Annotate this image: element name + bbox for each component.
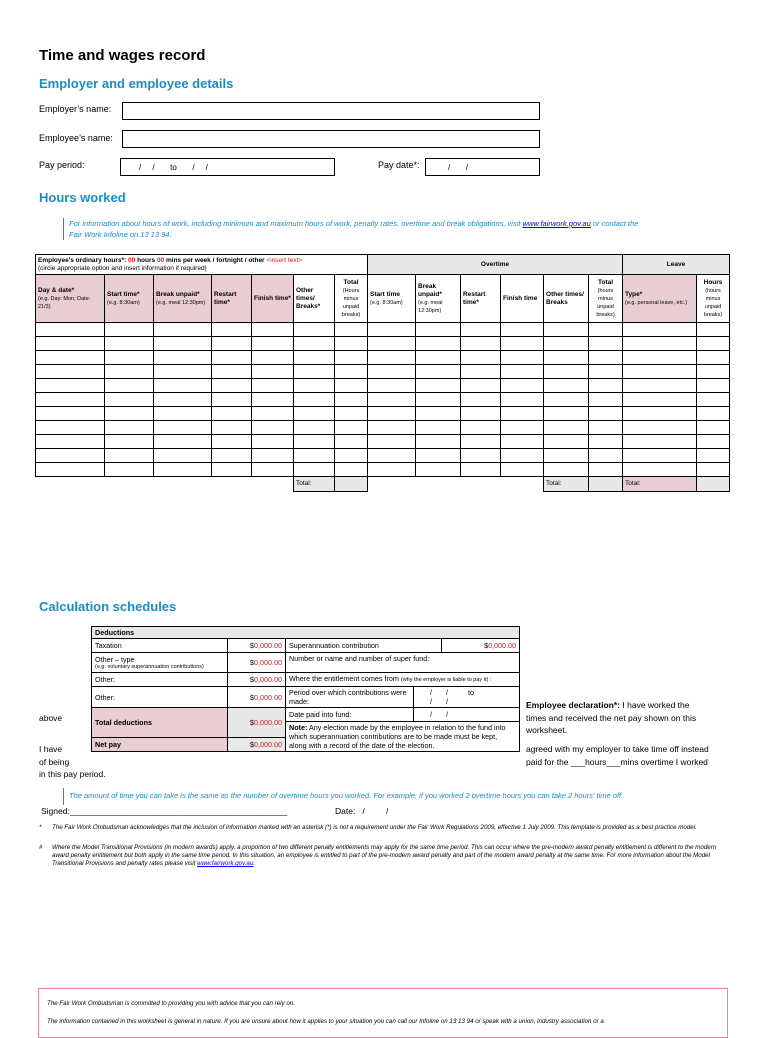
section-heading-details: Employer and employee details [39,76,234,91]
hours-cell[interactable] [335,407,368,421]
hours-cell[interactable] [623,351,697,365]
total-label-ordinary: Total: [294,477,335,492]
hours-cell[interactable] [335,393,368,407]
hours-cell[interactable] [154,323,212,337]
pay-period-field[interactable] [120,158,335,176]
other2-label: Other: [92,687,228,708]
hours-cell[interactable] [416,351,461,365]
hours-cell[interactable] [335,337,368,351]
hours-cell[interactable] [36,379,105,393]
net-pay-amount[interactable]: $0,000.00 [228,738,286,752]
ordinary-hours-header: Employee's ordinary hours*: 00 hours 00 mins per week / fortnight / other <insert text> (circle appropriate option and insert information if required) [36,255,368,275]
page-title: Time and wages record [39,47,206,64]
hours-cell[interactable] [105,463,154,477]
fairwork-link[interactable]: www.fairwork.gov.au [522,219,591,228]
contribution-period-label: Period over which contributions were made: [286,687,414,708]
hours-cell[interactable] [697,393,730,407]
hours-cell[interactable] [335,351,368,365]
hours-cell[interactable] [105,449,154,463]
other1-amount[interactable]: $0,000.00 [228,673,286,687]
col-break-unpaid: Break unpaid* (e.g. meal 12:30pm) [154,275,212,323]
col-ot-other: Other times/ Breaks [544,275,589,323]
hours-cell[interactable] [294,393,335,407]
hours-cell[interactable] [154,351,212,365]
info-text-line2: Fair Work Infoline on 13 13 94. [69,230,172,239]
hours-cell[interactable] [335,379,368,393]
hours-cell[interactable] [252,435,294,449]
hours-cell[interactable] [501,365,544,379]
leave-header: Leave [623,255,730,275]
hours-cell[interactable] [154,337,212,351]
hours-cell[interactable] [252,351,294,365]
hours-worked-table [35,254,730,492]
hours-cell[interactable] [368,365,416,379]
col-finish-time: Finish time* [252,275,294,323]
hours-cell[interactable] [368,323,416,337]
hours-cell[interactable] [368,463,416,477]
hours-cell[interactable] [623,393,697,407]
hours-cell[interactable] [105,421,154,435]
employee-declaration: Employee declaration*: I have worked the times and received the net pay shown on this worksheet. [526,700,697,735]
hours-cell[interactable] [294,337,335,351]
hours-cell[interactable] [212,421,252,435]
taxation-amount[interactable]: $0,000.00 [228,639,286,653]
hours-cell[interactable] [697,365,730,379]
hours-cell[interactable] [501,407,544,421]
hours-cell[interactable] [212,449,252,463]
hours-cell[interactable] [368,393,416,407]
hours-cell[interactable] [36,365,105,379]
hours-cell[interactable] [544,407,589,421]
hours-cell[interactable] [252,421,294,435]
super-label: Superannuation contribution [286,639,442,653]
hours-cell[interactable] [252,407,294,421]
table-row [36,323,730,337]
hours-cell[interactable] [697,435,730,449]
col-restart-time: Restart time* [212,275,252,323]
time-off-info-note: The amount of time you can take is the same as the number of overtime hours you worked. For example, if you worked 2 overtime hours you can take 2 hours' time off. [63,788,729,805]
hours-cell[interactable] [105,435,154,449]
hours-cell[interactable] [212,379,252,393]
col-ot-restart: Restart time* [461,275,501,323]
hours-cell[interactable] [589,407,623,421]
hours-cell[interactable] [105,323,154,337]
hours-cell[interactable] [335,463,368,477]
hours-cell[interactable] [154,449,212,463]
hours-cell[interactable] [623,323,697,337]
hours-cell[interactable] [544,365,589,379]
super-amount[interactable]: $0,000.00 [442,639,520,653]
col-total: Total (Hours minus unpaid breaks) [335,275,368,323]
declaration-ofbeing: of being [39,757,70,767]
hours-cell[interactable] [36,337,105,351]
hours-cell[interactable] [501,337,544,351]
taxation-label: Taxation [92,639,228,653]
hours-cell[interactable] [501,379,544,393]
hours-cell[interactable] [461,393,501,407]
col-start-time: Start time* (e.g. 8:30am) [105,275,154,323]
info-text: For information about hours of work, including minimum and maximum hours of work, penalty rates, overtime and break obligations, visit [69,219,523,228]
declaration-ihave: I have [39,744,63,754]
employee-name-label: Employee’s name: [39,133,113,143]
hours-cell[interactable] [368,379,416,393]
hours-cell[interactable] [461,463,501,477]
hours-cell[interactable] [212,351,252,365]
hours-cell[interactable] [589,421,623,435]
hours-cell[interactable] [335,449,368,463]
hours-cell[interactable] [294,449,335,463]
hours-cell[interactable] [697,337,730,351]
hours-cell[interactable] [416,323,461,337]
hours-cell[interactable] [501,351,544,365]
hours-cell[interactable] [36,393,105,407]
net-pay-label: Net pay [92,738,228,752]
hours-cell[interactable] [697,407,730,421]
footnote-asterisk: The Fair Work Ombudsman acknowledges that the inclusion of information marked with an asterisk (*) is not a requirement under the Fair Work Regulations 2009, effective 1 July 2009. This template is provided as a best practice model. [52,824,697,831]
col-leave-hours: Hours (hours minus unpaid breaks) [697,275,730,323]
hours-cell[interactable] [294,435,335,449]
hours-cell[interactable] [589,365,623,379]
hours-cell[interactable] [252,449,294,463]
total-overtime-field[interactable] [589,477,623,492]
hours-cell[interactable] [461,365,501,379]
hours-cell[interactable] [461,407,501,421]
hours-cell[interactable] [623,337,697,351]
hours-cell[interactable] [368,351,416,365]
other1-label: Other: [92,673,228,687]
total-label-leave: Total: [623,477,697,492]
fairwork-link-footnote[interactable]: www.fairwork.gov.au [197,860,254,867]
hours-cell[interactable] [461,435,501,449]
hours-cell[interactable] [416,463,461,477]
section-heading-calculation: Calculation schedules [39,599,177,614]
hours-cell[interactable] [212,365,252,379]
declaration-overtime-text: agreed with my employer to take time off instead paid for the ___hours___mins overtime I worked [526,744,709,767]
hours-cell[interactable] [105,407,154,421]
hours-cell[interactable] [154,463,212,477]
pay-period-value: / / to / / [139,163,208,172]
table-row [36,379,730,393]
hours-cell[interactable] [252,365,294,379]
hours-info-note [63,218,719,240]
hours-cell[interactable] [501,435,544,449]
hours-cell[interactable] [461,449,501,463]
hours-cell[interactable] [36,407,105,421]
table-row [36,463,730,477]
hours-cell[interactable] [212,337,252,351]
hours-cell[interactable] [212,393,252,407]
hours-cell[interactable] [501,463,544,477]
total-label-overtime: Total: [544,477,589,492]
disclaimer-box [38,988,728,1038]
employer-name-label: Employer’s name: [39,104,112,114]
hours-cell[interactable] [212,323,252,337]
pay-period-label: Pay period: [39,160,85,170]
hours-cell[interactable] [294,365,335,379]
hours-cell[interactable] [154,379,212,393]
hours-cell[interactable] [544,379,589,393]
table-row [36,407,730,421]
hours-cell[interactable] [501,421,544,435]
hours-cell[interactable] [212,407,252,421]
hours-cell[interactable] [544,449,589,463]
hours-cell[interactable] [368,407,416,421]
hours-cell[interactable] [368,449,416,463]
col-day-date: Day & date* (e.g. Day: Mon; Date: 21/3) [36,275,105,323]
footnote-hash: Where the Model Transitional Provisions (in modern awards) apply, a proportion of two different penalty entitlements may apply for the same time period. This can occur where the pre-modern award penalty entitlement is different to the modern award penalty entitlement but both apply in the same time period. In this situation, an employee is entitled to part of the pre-modern award penalty and part of the modern award penalty at the same time. For more information about the Model Transitional Provisions and penalty rates please visit www.fairwork.gov.au. [52,844,717,867]
total-leave-field[interactable] [697,477,730,492]
hours-cell[interactable] [589,463,623,477]
hours-cell[interactable] [252,393,294,407]
table-row [36,449,730,463]
hours-cell[interactable] [36,323,105,337]
super-election-note: Note: Any election made by the employee in relation to the fund into which superannuation contributions are to be made must be kept, along with a record of the date of the election. [286,722,520,752]
hours-cell[interactable] [368,435,416,449]
hours-cell[interactable] [212,463,252,477]
hours-cell[interactable] [105,365,154,379]
table-row [36,337,730,351]
section-heading-hours: Hours worked [39,190,126,205]
footnote-hash-mark: # [39,844,43,851]
hours-cell[interactable] [36,421,105,435]
hours-cell[interactable] [294,463,335,477]
hours-cell[interactable] [212,435,252,449]
table-row [36,351,730,365]
hours-cell[interactable] [589,449,623,463]
table-row [36,435,730,449]
declaration-inpay: in this pay period. [39,769,106,779]
other-type-amount[interactable]: $0,000.00 [228,653,286,673]
hours-cell[interactable] [461,421,501,435]
hours-cell[interactable] [294,407,335,421]
hours-cell[interactable] [697,379,730,393]
hours-cell[interactable] [36,351,105,365]
hours-cell[interactable] [416,449,461,463]
employer-name-field[interactable] [122,102,540,120]
hours-cell[interactable] [544,421,589,435]
hours-cell[interactable] [154,435,212,449]
hours-cell[interactable] [623,421,697,435]
hours-cell[interactable] [697,449,730,463]
hours-cell[interactable] [697,463,730,477]
hours-cell[interactable] [697,421,730,435]
pay-date-field[interactable] [425,158,540,176]
date-paid-label: Date paid into fund: [286,708,414,722]
hours-cell[interactable] [501,393,544,407]
hours-cell[interactable] [294,421,335,435]
hours-cell[interactable] [252,323,294,337]
hours-cell[interactable] [36,435,105,449]
col-other-breaks: Other times/ Breaks* [294,275,335,323]
col-ot-finish: Finish time [501,275,544,323]
hours-cell[interactable] [623,365,697,379]
table-row [36,421,730,435]
employee-name-field[interactable] [122,130,540,148]
hours-cell[interactable] [501,449,544,463]
signature-line[interactable]: Signed:______________________________________________ [41,806,288,816]
hours-cell[interactable] [544,435,589,449]
hours-cell[interactable] [368,421,416,435]
disclaimer-line2: The information contained in this worksheet is general in nature. If you are unsure about how it applies to your situation you can call our Infoline on 13 13 94 or speak with a union, industry association or a [47,1018,604,1025]
hours-cell[interactable] [335,421,368,435]
hours-cell[interactable] [623,435,697,449]
hours-cell[interactable] [544,323,589,337]
deductions-table [91,626,520,752]
hours-cell[interactable] [544,337,589,351]
hours-cell[interactable] [416,407,461,421]
hours-cell[interactable] [36,463,105,477]
hours-cell[interactable] [589,435,623,449]
hours-cell[interactable] [154,365,212,379]
hours-cell[interactable] [294,379,335,393]
declaration-above: above [39,713,63,723]
table-row [36,365,730,379]
col-ot-break: Break unpaid* (e.g. meal 12:30pm) [416,275,461,323]
hours-cell[interactable] [461,379,501,393]
hours-cell[interactable] [335,365,368,379]
info-text-end: or contact the [590,219,639,228]
hours-cell[interactable] [416,421,461,435]
hours-cell[interactable] [335,323,368,337]
hours-cell[interactable] [335,435,368,449]
contribution-period-field[interactable]: / / to / / [414,687,520,708]
signature-date[interactable]: Date: / / [335,806,389,816]
hours-cell[interactable] [623,407,697,421]
overtime-header: Overtime [368,255,623,275]
hours-cell[interactable] [697,323,730,337]
hours-cell[interactable] [294,351,335,365]
hours-cell[interactable] [105,393,154,407]
hours-cell[interactable] [544,351,589,365]
hours-cell[interactable] [368,337,416,351]
hours-cell[interactable] [416,365,461,379]
hours-cell[interactable] [105,351,154,365]
col-ot-total: Total (hours minus unpaid breaks) [589,275,623,323]
hours-cell[interactable] [544,463,589,477]
hours-cell[interactable] [252,379,294,393]
hours-cell[interactable] [154,393,212,407]
hours-cell[interactable] [623,449,697,463]
hours-cell[interactable] [461,323,501,337]
other-type-label: Other – type (e.g. voluntary superannuation contributions) [92,653,228,673]
hours-cell[interactable] [105,337,154,351]
hours-cell[interactable] [36,449,105,463]
hours-cell[interactable] [697,351,730,365]
hours-cell[interactable] [252,337,294,351]
hours-cell[interactable] [589,379,623,393]
hours-cell[interactable] [154,407,212,421]
date-paid-field[interactable]: / / [414,708,520,722]
hours-cell[interactable] [461,337,501,351]
hours-cell[interactable] [589,393,623,407]
hours-cell[interactable] [589,337,623,351]
col-leave-type: Type* (e.g. personal leave, etc.) [623,275,697,323]
total-deductions-label: Total deductions [92,708,228,738]
table-row [36,393,730,407]
super-fund-field[interactable]: Number or name and number of super fund: [286,653,520,673]
hours-cell[interactable] [501,323,544,337]
hours-cell[interactable] [294,323,335,337]
pay-date-label: Pay date*: [378,160,420,170]
hours-cell[interactable] [589,323,623,337]
hours-cell[interactable] [105,379,154,393]
total-deductions-amount[interactable]: $0,000.00 [228,708,286,738]
pay-date-value: / / [448,163,469,172]
deductions-header: Deductions [92,627,520,639]
hours-cell[interactable] [461,351,501,365]
hours-cell[interactable] [623,463,697,477]
hours-cell[interactable] [416,435,461,449]
col-ot-start: Start time (e.g. 8:30am) [368,275,416,323]
footnote-asterisk-mark: * [39,824,42,831]
entitlement-source-field[interactable]: Where the entitlement comes from (why the employer is liable to pay it) : [286,673,520,687]
hours-cell[interactable] [416,393,461,407]
total-ordinary-field[interactable] [335,477,368,492]
hours-cell[interactable] [544,393,589,407]
hours-cell[interactable] [154,421,212,435]
hours-cell[interactable] [252,463,294,477]
hours-cell[interactable] [416,379,461,393]
disclaimer-line1: The Fair Work Ombudsman is committed to providing you with advice that you can rely on. [47,1000,295,1007]
hours-cell[interactable] [416,337,461,351]
other2-amount[interactable]: $0,000.00 [228,687,286,708]
hours-cell[interactable] [589,351,623,365]
hours-cell[interactable] [623,379,697,393]
